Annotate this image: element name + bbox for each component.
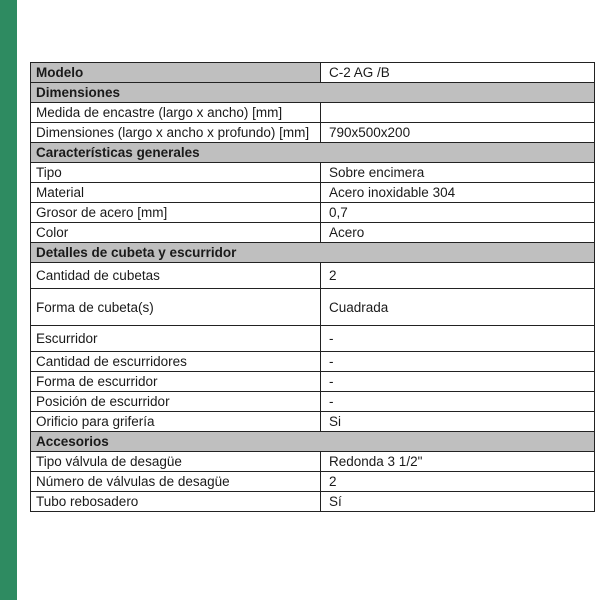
section-title: Accesorios [31,432,595,452]
model-row [31,63,595,83]
section-header-detalles [31,243,595,263]
row-label: Orificio para grifería [31,412,321,432]
table-row [31,412,595,432]
row-label: Dimensiones (largo x ancho x profundo) [mm] [31,123,321,143]
row-value: 2 [321,263,595,289]
section-title: Dimensiones [31,83,595,103]
row-value: - [321,352,595,372]
row-value: Cuadrada [321,289,595,326]
spec-table [30,62,595,512]
row-value: 790x500x200 [321,123,595,143]
table-row [31,263,595,289]
row-value: - [321,372,595,392]
table-row [31,223,595,243]
row-label: Forma de cubeta(s) [31,289,321,326]
row-label: Cantidad de escurridores [31,352,321,372]
row-label: Cantidad de cubetas [31,263,321,289]
table-row [31,492,595,512]
section-header-dimensiones [31,83,595,103]
model-label: Modelo [31,63,321,83]
row-label: Color [31,223,321,243]
table-row [31,123,595,143]
row-value [321,103,595,123]
section-header-accesorios [31,432,595,452]
row-label: Posición de escurridor [31,392,321,412]
section-title: Características generales [31,143,595,163]
table-row [31,392,595,412]
row-value: Acero inoxidable 304 [321,183,595,203]
row-label: Material [31,183,321,203]
table-row [31,289,595,326]
row-label: Grosor de acero [mm] [31,203,321,223]
table-row [31,472,595,492]
row-value: Acero [321,223,595,243]
row-value: - [321,326,595,352]
row-label: Escurridor [31,326,321,352]
row-value: Sí [321,492,595,512]
row-label: Tipo [31,163,321,183]
row-value: Redonda 3 1/2" [321,452,595,472]
row-value: - [321,392,595,412]
model-value: C-2 AG /B [321,63,595,83]
row-label: Número de válvulas de desagüe [31,472,321,492]
left-accent-bar [0,0,17,600]
row-value: 2 [321,472,595,492]
row-label: Tipo válvula de desagüe [31,452,321,472]
table-row [31,103,595,123]
table-row [31,372,595,392]
table-row [31,352,595,372]
row-value: Si [321,412,595,432]
table-row [31,163,595,183]
table-row [31,326,595,352]
table-row [31,203,595,223]
row-value: 0,7 [321,203,595,223]
table-row [31,452,595,472]
table-row [31,183,595,203]
section-title: Detalles de cubeta y escurridor [31,243,595,263]
row-label: Forma de escurridor [31,372,321,392]
row-value: Sobre encimera [321,163,595,183]
row-label: Tubo rebosadero [31,492,321,512]
section-header-caracteristicas [31,143,595,163]
row-label: Medida de encastre (largo x ancho) [mm] [31,103,321,123]
